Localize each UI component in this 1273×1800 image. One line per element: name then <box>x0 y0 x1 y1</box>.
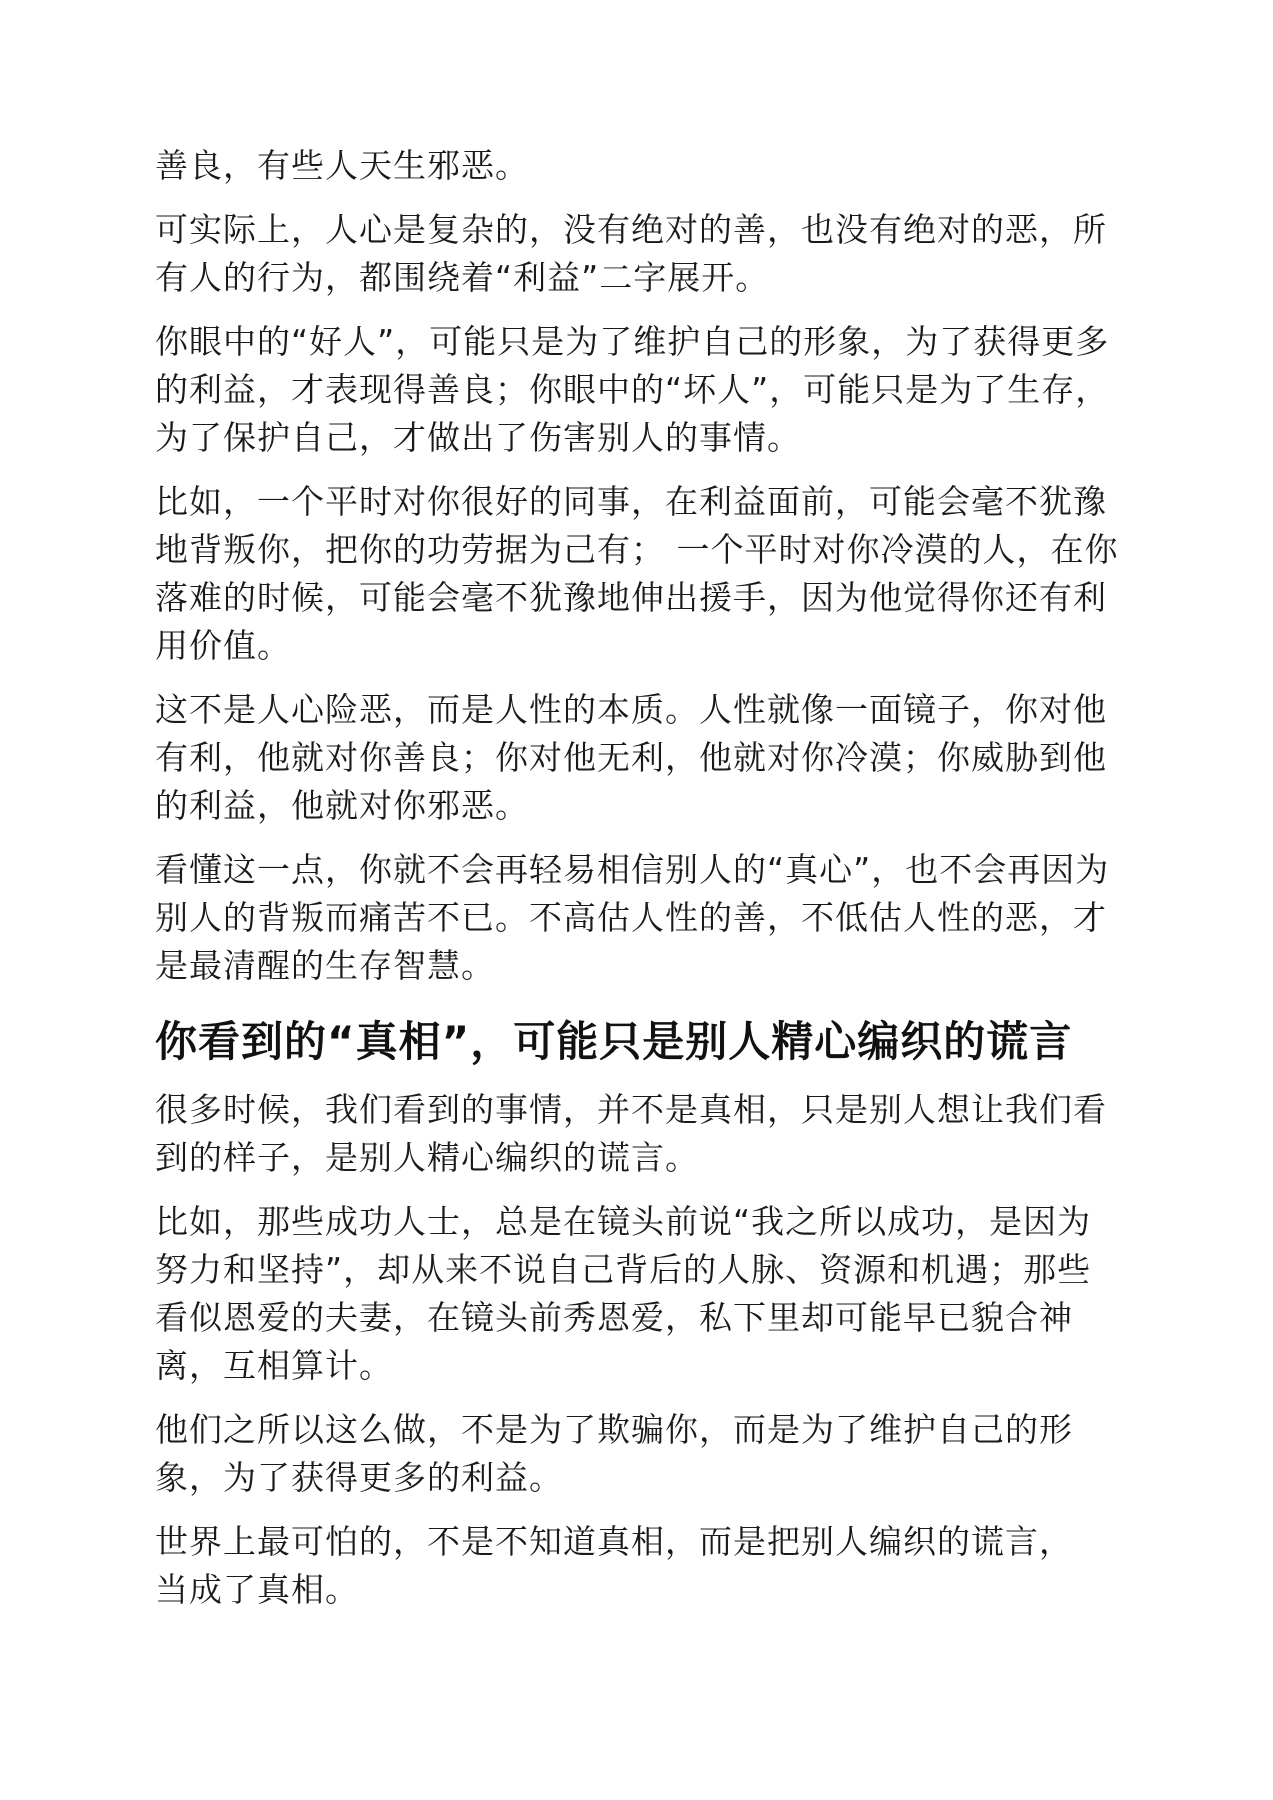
text-line: 有利，他就对你善良；你对他无利，他就对你冷漠；你威胁到他 <box>155 738 1107 777</box>
paragraph <box>155 1198 1115 1390</box>
text-line: 的利益，他就对你邪恶。 <box>155 786 529 825</box>
text-line: 可实际上，人心是复杂的，没有绝对的善，也没有绝对的恶，所 <box>155 210 1107 249</box>
text-line: 到的样子，是别人精心编织的谎言。 <box>155 1138 699 1177</box>
paragraph <box>155 478 1119 670</box>
paragraph <box>155 318 1115 462</box>
section-heading: 你看到的“真相”，可能只是别人精心编织的谎言 <box>155 1017 1073 1066</box>
paragraph <box>155 686 1115 830</box>
text-line: 的利益，才表现得善良；你眼中的“坏人”，可能只是为了生存， <box>155 370 1110 409</box>
text-line: 为了保护自己，才做出了伤害别人的事情。 <box>155 418 801 457</box>
text-line: 这不是人心险恶，而是人性的本质。人性就像一面镜子，你对他 <box>155 690 1107 729</box>
paragraph <box>155 846 1115 990</box>
text-line: 当成了真相。 <box>155 1570 359 1609</box>
text-line: 比如，一个平时对你很好的同事，在利益面前，可能会毫不犹豫 <box>155 482 1107 521</box>
text-line: 比如，那些成功人士，总是在镜头前说“我之所以成功，是因为 <box>155 1202 1092 1241</box>
text-line: 有人的行为，都围绕着“利益”二字展开。 <box>155 258 770 297</box>
paragraph <box>155 206 1115 302</box>
text-line: 看懂这一点，你就不会再轻易相信别人的“真心”，也不会再因为 <box>155 850 1110 889</box>
text-line: 象，为了获得更多的利益。 <box>155 1458 563 1497</box>
article-body <box>155 142 1119 1614</box>
text-line: 用价值。 <box>155 626 291 665</box>
text-line: 努力和坚持”，却从来不说自己背后的人脉、资源和机遇；那些 <box>155 1250 1092 1289</box>
text-line: 离，互相算计。 <box>155 1346 393 1385</box>
text-line: 看似恩爱的夫妻，在镜头前秀恩爱，私下里却可能早已貌合神 <box>155 1298 1073 1337</box>
paragraph <box>155 142 1115 190</box>
text-line: 是最清醒的生存智慧。 <box>155 946 495 985</box>
text-line: 他们之所以这么做，不是为了欺骗你，而是为了维护自己的形 <box>155 1410 1073 1449</box>
text-line: 世界上最可怕的，不是不知道真相，而是把别人编织的谎言， <box>155 1522 1073 1561</box>
text-line: 善良，有些人天生邪恶。 <box>155 146 529 185</box>
document-page <box>155 142 1119 1630</box>
text-line: 地背叛你，把你的功劳据为己有； 一个平时对你冷漠的人，在你 <box>155 530 1119 569</box>
text-line: 很多时候，我们看到的事情，并不是真相，只是别人想让我们看 <box>155 1090 1107 1129</box>
paragraph <box>155 1406 1115 1502</box>
paragraph <box>155 1518 1115 1614</box>
text-line: 别人的背叛而痛苦不已。不高估人性的善，不低估人性的恶，才 <box>155 898 1107 937</box>
text-line: 落难的时候，可能会毫不犹豫地伸出援手，因为他觉得你还有利 <box>155 578 1107 617</box>
text-line: 你眼中的“好人”，可能只是为了维护自己的形象，为了获得更多 <box>155 322 1110 361</box>
paragraph <box>155 1086 1115 1182</box>
